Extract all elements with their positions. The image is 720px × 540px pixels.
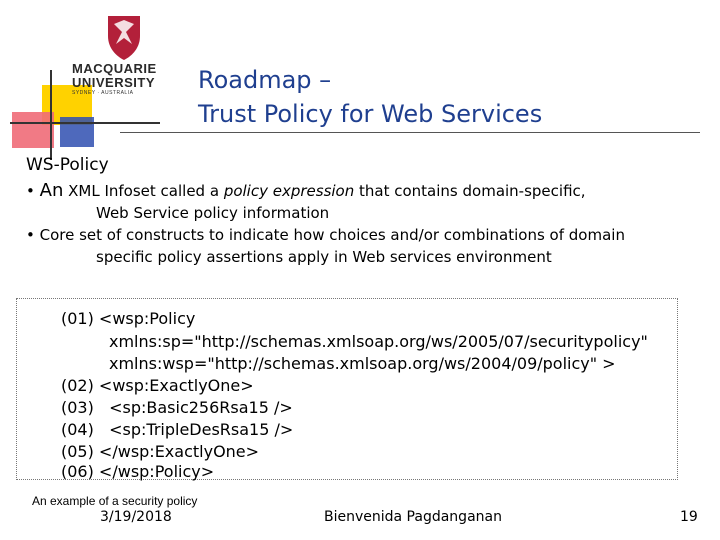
- slide-title: [198, 63, 698, 131]
- code-line: (04) <sp:TripleDesRsa15 />: [61, 420, 294, 439]
- code-line: (01) <wsp:Policy: [61, 309, 196, 328]
- decor-red-square: [12, 112, 54, 148]
- decor-vertical-line: [50, 70, 52, 160]
- code-line: (06) </wsp:Policy>: [61, 462, 215, 481]
- bullet-1-continuation: Web Service policy information: [96, 204, 330, 222]
- footer-author: Bienvenida Pagdanganan: [324, 509, 502, 525]
- footer-date: 3/19/2018: [100, 509, 172, 525]
- bullet-2-continuation: specific policy assertions apply in Web services environment: [96, 248, 552, 266]
- title-line-1: Roadmap –: [198, 66, 332, 94]
- bullet-1-text-a: XML Infoset called a: [63, 182, 224, 200]
- policy-code-box: [16, 298, 678, 480]
- code-caption: An example of a security policy: [32, 494, 198, 508]
- code-line: xmlns:wsp="http://schemas.xmlsoap.org/ws/2004/09/policy" >: [109, 354, 616, 373]
- shield-crest-icon: [104, 14, 144, 62]
- logo-tagline: SYDNEY · AUSTRALIA: [72, 90, 134, 96]
- bullet-icon: •: [26, 182, 40, 200]
- university-logo: [72, 14, 182, 96]
- title-rule: [120, 132, 700, 133]
- bullet-1-text-b: that contains domain-specific,: [354, 182, 586, 200]
- section-heading: WS-Policy: [26, 155, 109, 175]
- logo-line-2: UNIVERSITY: [72, 75, 156, 90]
- code-line: (03) <sp:Basic256Rsa15 />: [61, 398, 293, 417]
- code-line: (05) </wsp:ExactlyOne>: [61, 442, 260, 461]
- decor-horizontal-line: [10, 122, 160, 124]
- page-number: 19: [680, 509, 698, 525]
- bullet-1-italic: policy expression: [223, 182, 355, 200]
- logo-line-1: MACQUARIE: [72, 61, 157, 76]
- bullet-1: [26, 180, 586, 201]
- bullet-2-text: Core set of constructs to indicate how choices and/or combinations of domain: [39, 226, 625, 244]
- code-line: (02) <wsp:ExactlyOne>: [61, 376, 254, 395]
- bullet-1-prefix: An: [39, 180, 64, 201]
- title-line-2: Trust Policy for Web Services: [198, 100, 543, 128]
- bullet-2: [26, 226, 625, 244]
- bullet-icon: •: [26, 226, 40, 244]
- code-line: xmlns:sp="http://schemas.xmlsoap.org/ws/2005/07/securitypolicy": [109, 332, 648, 351]
